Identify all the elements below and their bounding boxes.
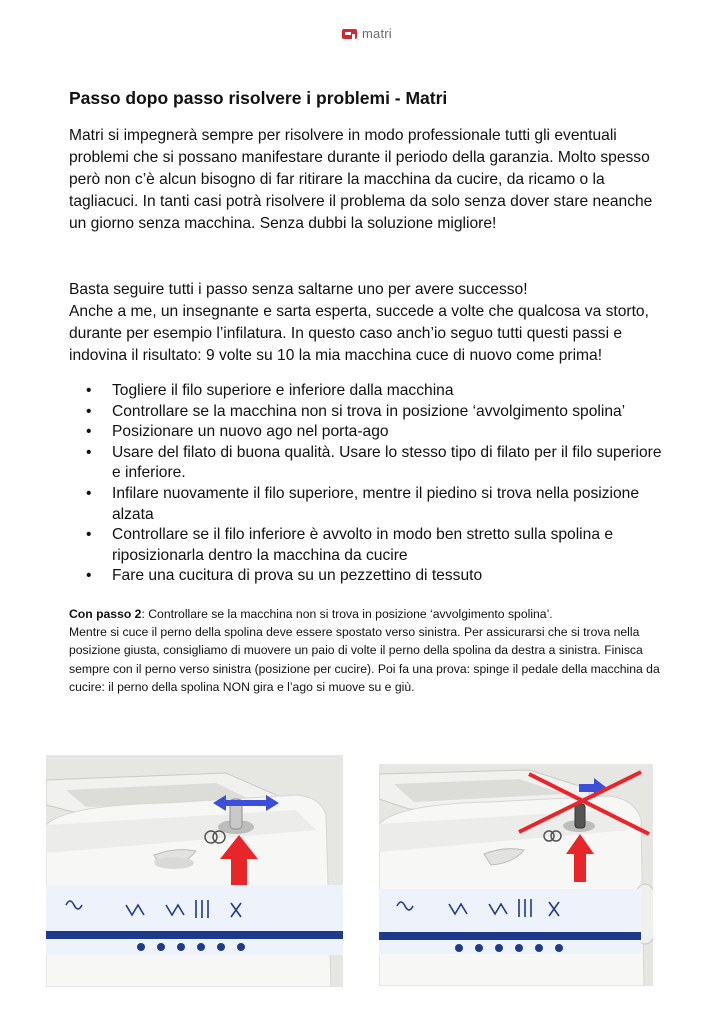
sewing-machine-correct-image — [46, 755, 343, 987]
note-first-line: : Controllare se la macchina non si trova in posizione ‘avvolgimento spolina’. — [141, 607, 553, 621]
photo-correct-position — [46, 755, 343, 987]
page-title: Passo dopo passo risolvere i problemi - Matri — [69, 88, 448, 108]
second-paragraph — [69, 279, 669, 367]
photo-wrong-position — [379, 764, 653, 986]
step2-note — [69, 605, 669, 696]
step-item: • Usare del filato di buona qualità. Usare lo stesso tipo di filato per il filo superiore e inferiore. — [69, 443, 669, 484]
sewing-machine-wrong-image — [379, 764, 653, 986]
second-paragraph-line1: Basta seguire tutti i passo senza saltarne uno per avere successo! — [69, 281, 528, 298]
step-item: • Fare una cucitura di prova su un pezzettino di tessuto — [69, 566, 669, 587]
logo-text: matri — [362, 26, 392, 41]
steps-list — [69, 381, 669, 587]
step-item: • Posizionare un nuovo ago nel porta-ago — [69, 422, 669, 443]
second-paragraph-line2: Anche a me, un insegnante e sarta esperta, succede a volte che qualcosa va storto, durante per esempio l’infilatura. In questo caso anch’io seguo tutti questi passi e indovina il risultato: 9 volte su 10 la mia macchina cuce di nuovo come prima! — [69, 303, 649, 364]
note-label: Con passo 2 — [69, 607, 142, 621]
matri-logo — [341, 26, 392, 41]
sewing-machine-logo-icon — [341, 27, 359, 41]
step-item: • Togliere il filo superiore e inferiore dalla macchina — [69, 381, 669, 402]
note-body: Mentre si cuce il perno della spolina deve essere spostato verso sinistra. Per assicurarsi che si trova nella posizione giusta, consigliamo di muovere un paio di volte il perno della spolina da destra a sinistra. Finisca sempre con il perno verso sinistra (posizione per cucire). Poi fa una prova: spinge il pedale della macchina da cucire: il perno della spolina NON gira e l’ago si muove su e giù. — [69, 625, 660, 694]
step-item: • Infilare nuovamente il filo superiore, mentre il piedino si trova nella posizione alzata — [69, 484, 669, 525]
step-item: • Controllare se il filo inferiore è avvolto in modo ben stretto sulla spolina e riposizionarla dentro la macchina da cucire — [69, 525, 669, 566]
intro-paragraph: Matri si impegnerà sempre per risolvere in modo professionale tutti gli eventuali problemi che si possano manifestare durante il periodo della garanzia. Molto spesso però non c’è alcun bisogno di far ritirare la macchina da cucire, da ricamo o la tagliacuci. In tanti casi potrà risolvere il problema da solo senza dover stare neanche un giorno senza macchina. Senza dubbi la soluzione migliore! — [69, 127, 653, 232]
step-item: • Controllare se la macchina non si trova in posizione ‘avvolgimento spolina’ — [69, 402, 669, 423]
